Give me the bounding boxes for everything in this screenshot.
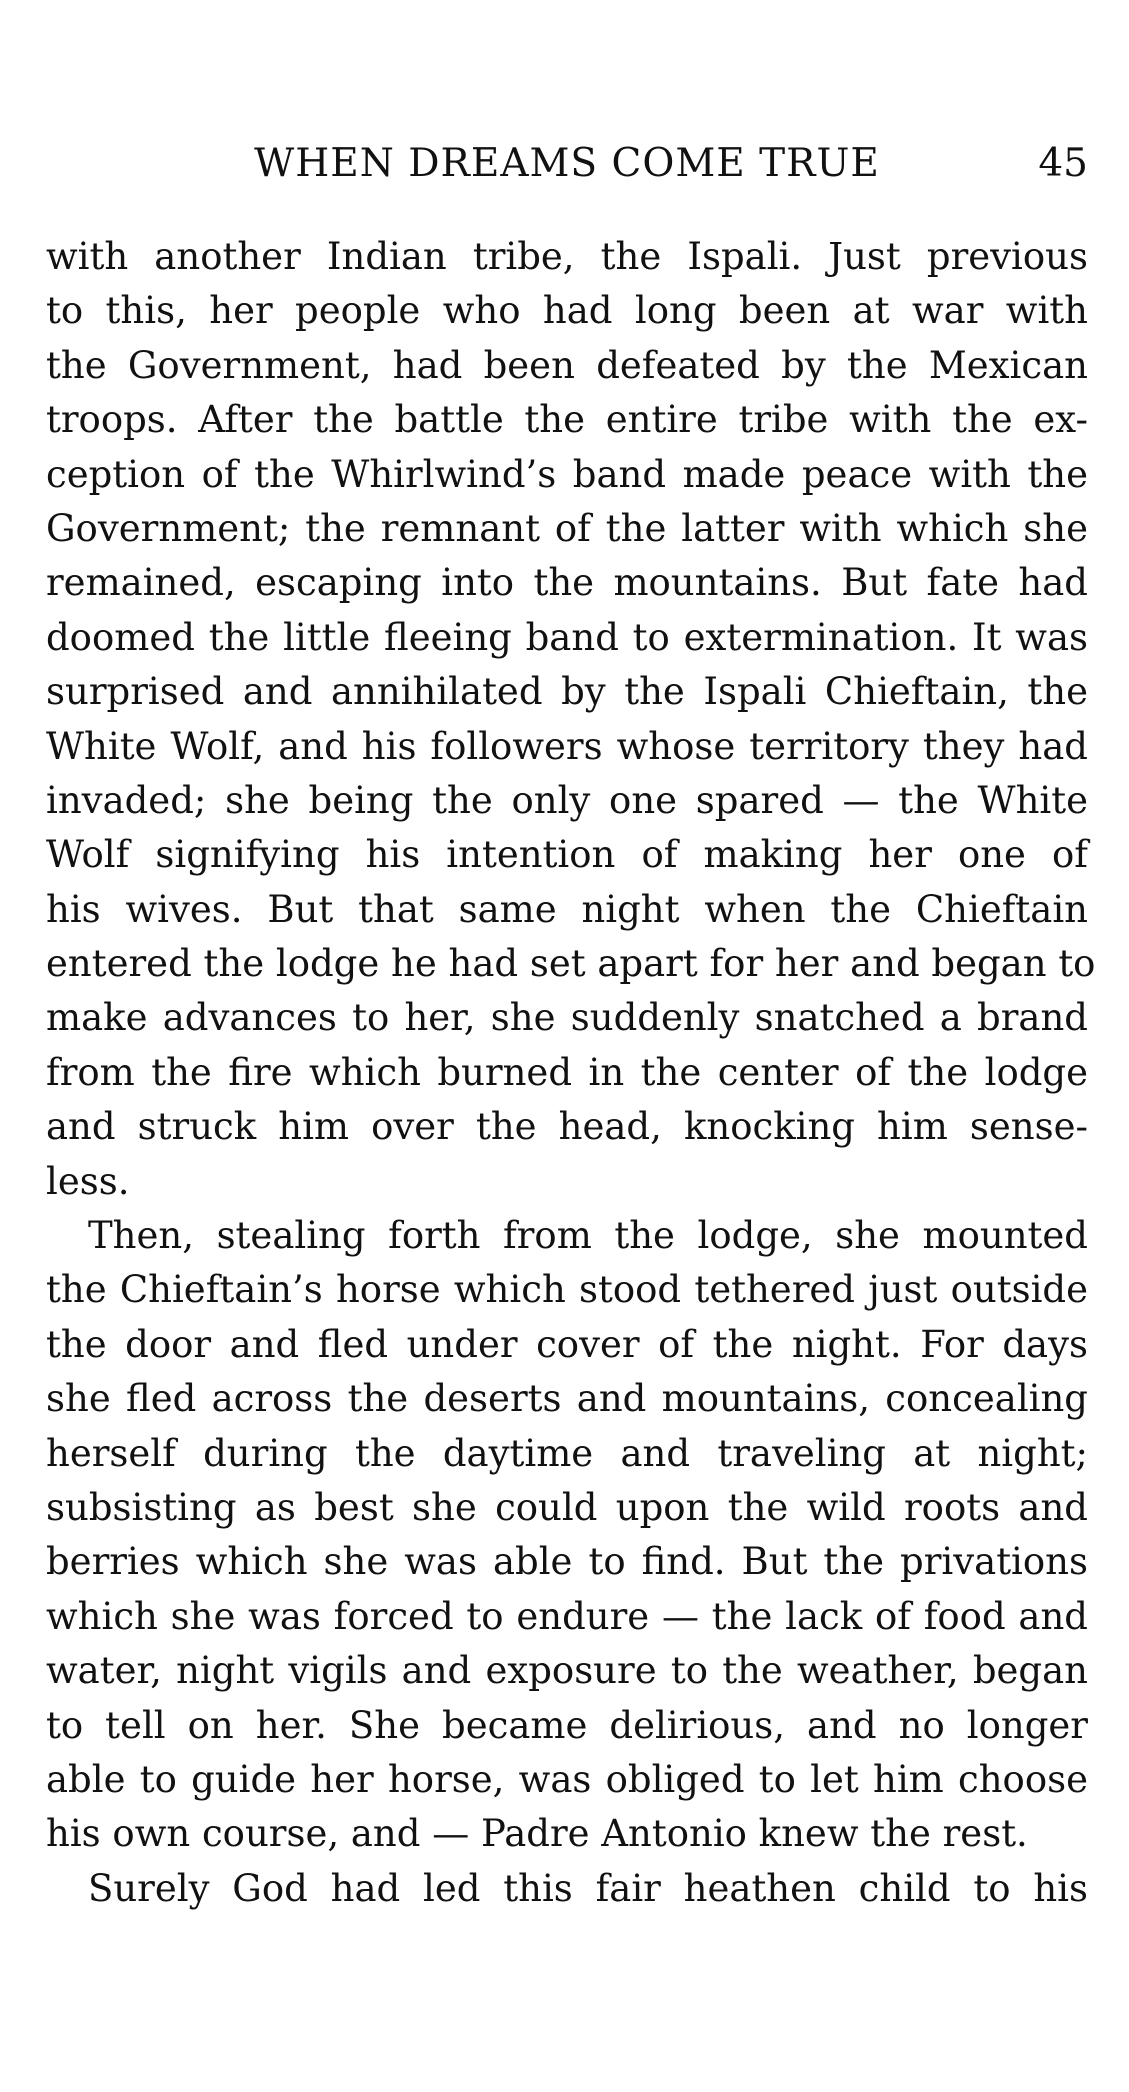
text-line: the Chieftain’s horse which stood tethered just outside	[46, 1268, 1088, 1312]
page-number: 45	[1038, 141, 1088, 186]
text-line: with another Indian tribe, the Ispali. Just previous	[46, 235, 1088, 278]
text-line: doomed the little fleeing band to extermination. It was	[46, 615, 1088, 659]
text-line: his wives. But that same night when the Chieftain	[46, 887, 1088, 931]
text-line: and struck him over the head, knocking him sense-	[46, 1105, 1088, 1149]
text-line: able to guide her horse, was obliged to let him choose	[46, 1757, 1088, 1801]
text-line: Government; the remnant of the latter with which she	[46, 506, 1088, 550]
text-line: from the fire which burned in the center of the lodge	[46, 1050, 1088, 1094]
text-line: subsisting as best she could upon the wild roots and	[46, 1485, 1088, 1529]
text-line: less.	[46, 1159, 130, 1203]
text-line: his own course, and — Padre Antonio knew the rest.	[46, 1812, 1028, 1856]
body-text	[46, 230, 1096, 1916]
text-line: remained, escaping into the mountains. But fate had	[46, 561, 1088, 605]
text-line: the door and fled under cover of the night. For days	[46, 1322, 1088, 1366]
text-line: Surely God had led this fair heathen child to his	[88, 1866, 1088, 1910]
text-line: to this, her people who had long been at war with	[46, 289, 1088, 333]
running-title: WHEN DREAMS COME TRUE	[254, 141, 880, 186]
text-line: Wolf signifying his intention of making her one of	[46, 833, 1088, 877]
text-line: the Government, had been defeated by the Mexican	[46, 343, 1088, 387]
text-line: to tell on her. She became delirious, and no longer	[46, 1703, 1088, 1747]
text-line: water, night vigils and exposure to the weather, began	[46, 1649, 1088, 1693]
text-line: troops. After the battle the entire tribe with the ex-	[46, 398, 1088, 442]
text-line: make advances to her, she suddenly snatched a brand	[46, 996, 1088, 1040]
text-line: White Wolf, and his followers whose territory they had	[46, 724, 1088, 768]
text-line: berries which she was able to find. But the privations	[46, 1540, 1088, 1584]
text-line: ception of the Whirlwind’s band made peace with the	[46, 452, 1088, 496]
text-line: Then, stealing forth from the lodge, she mounted	[88, 1214, 1088, 1258]
text-line: herself during the daytime and traveling at night;	[46, 1431, 1088, 1475]
text-line: which she was forced to endure — the lack of food and	[46, 1594, 1088, 1638]
text-line: surprised and annihilated by the Ispali Chieftain, the	[46, 670, 1088, 714]
text-line: she fled across the deserts and mountains, concealing	[46, 1377, 1088, 1421]
text-line: entered the lodge he had set apart for her and began to	[46, 942, 1096, 986]
text-line: invaded; she being the only one spared — the White	[46, 778, 1088, 822]
running-head	[46, 138, 1088, 190]
